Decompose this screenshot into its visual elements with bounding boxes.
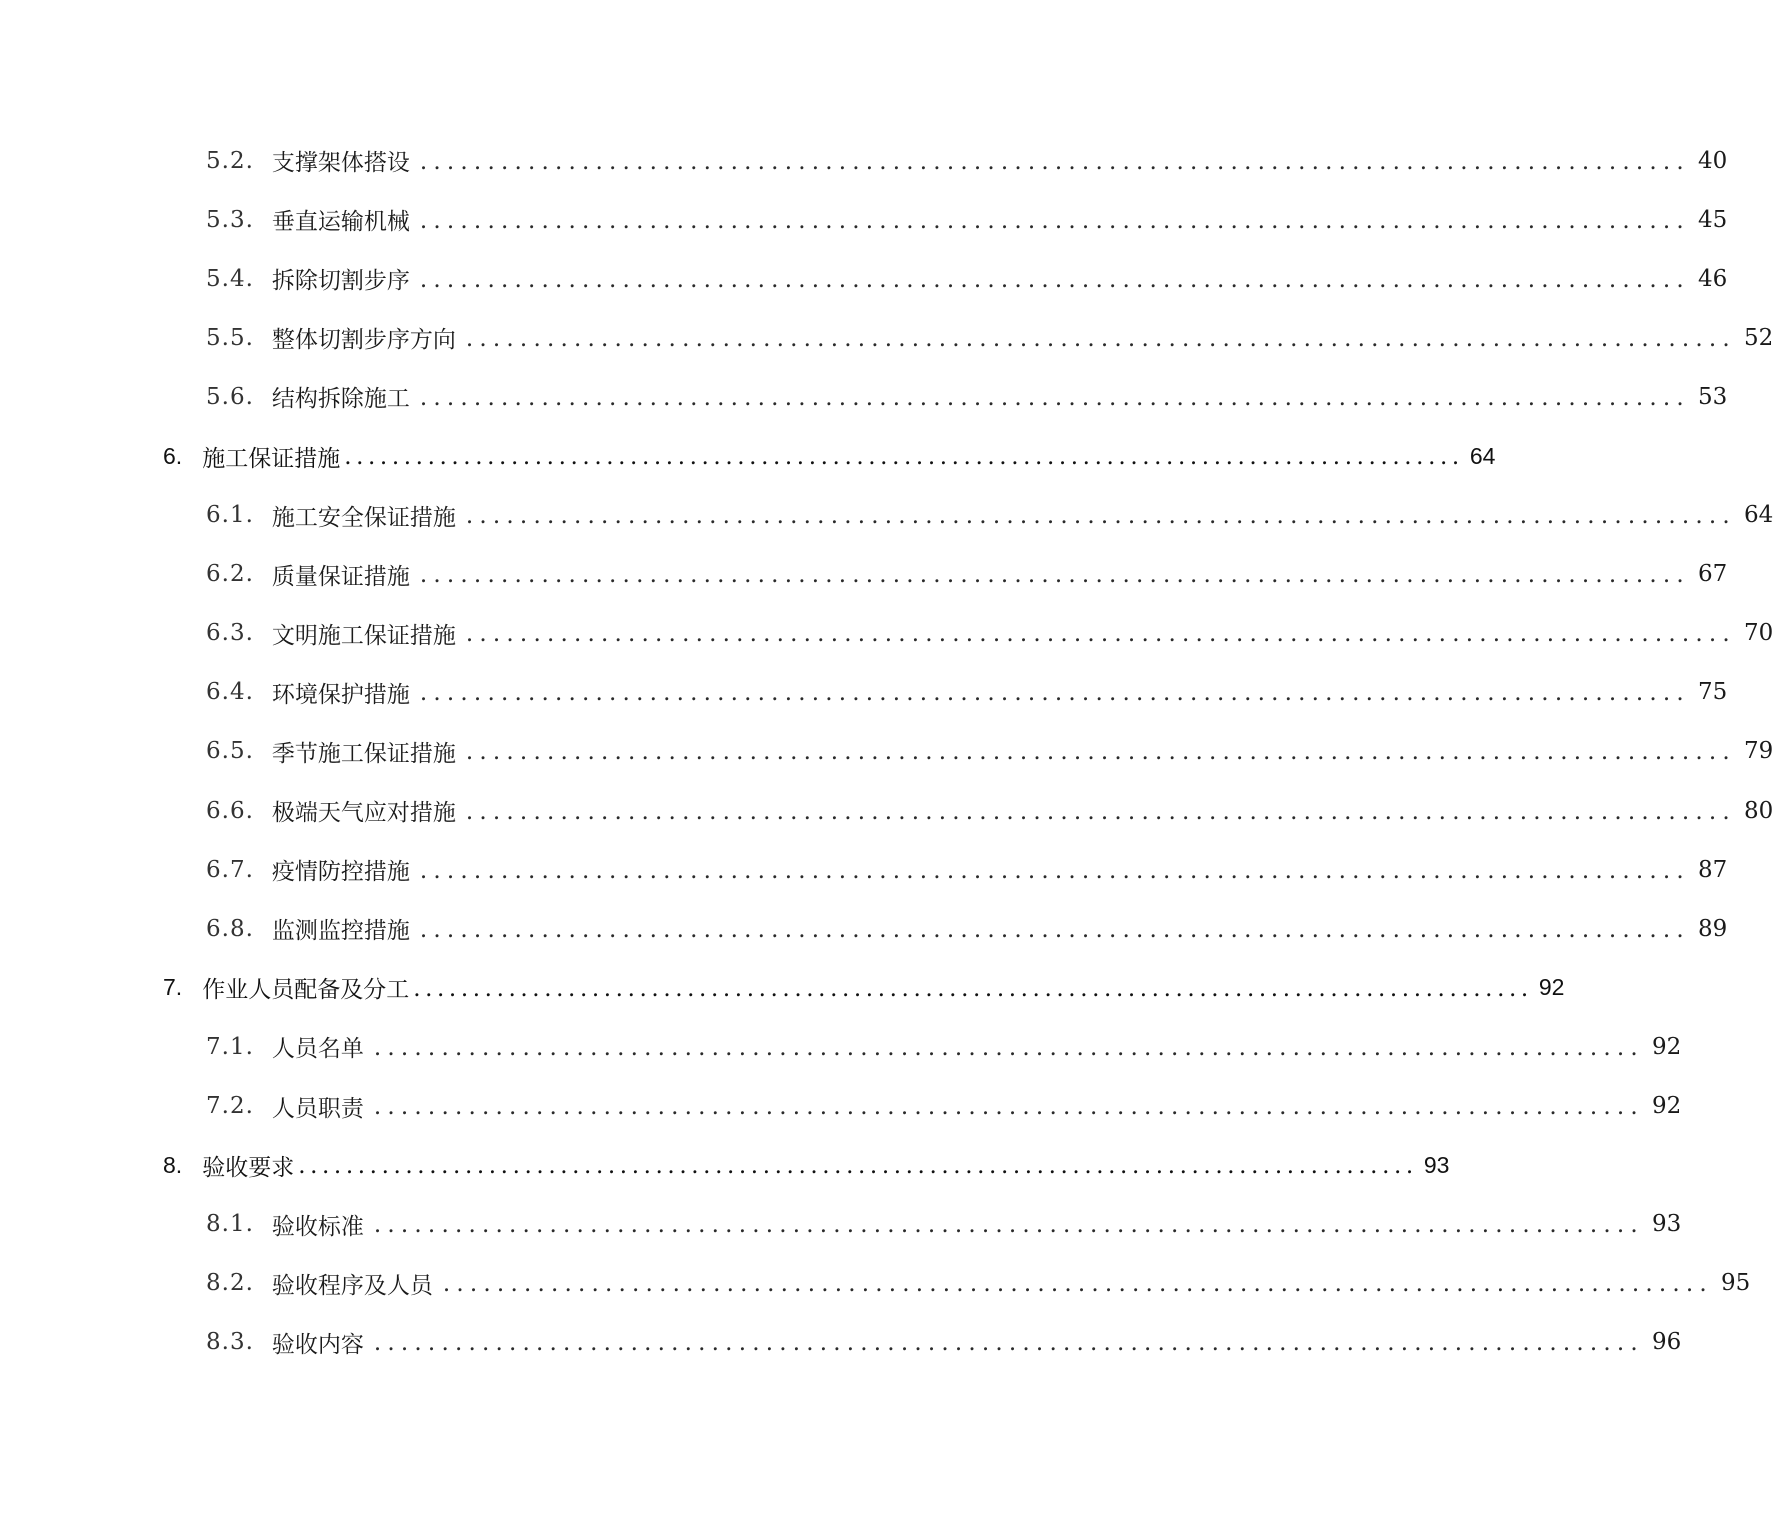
toc-page-number: 46 xyxy=(1697,265,1728,292)
toc-entry-title: 支撑架体搭设 xyxy=(271,150,410,177)
toc-entry-6-5[interactable] xyxy=(0,722,1773,781)
toc-entry-title: 质量保证措施 xyxy=(271,563,410,590)
toc-dot-leader: .............................................................................................. xyxy=(419,148,1690,175)
toc-page-number: 79 xyxy=(1743,738,1773,765)
toc-dot-leader: .............................................................................................. xyxy=(419,857,1690,884)
toc-entry-number: 6.3. xyxy=(206,620,254,647)
toc-page-number: 93 xyxy=(1651,1211,1682,1238)
toc-entry-6-7[interactable] xyxy=(0,840,1728,899)
toc-entry-title: 监测监控措施 xyxy=(271,918,410,945)
toc-page-number: 40 xyxy=(1697,147,1728,174)
toc-page-number: 95 xyxy=(1720,1270,1751,1297)
toc-dot-leader: .............................................................................................. xyxy=(419,680,1690,707)
toc-entry-8[interactable] xyxy=(0,1136,1450,1195)
toc-page-number: 92 xyxy=(1651,1033,1682,1060)
toc-page-number: 75 xyxy=(1697,679,1728,706)
toc-entry-8-3[interactable] xyxy=(0,1313,1682,1372)
toc-entry-7-1[interactable] xyxy=(0,1017,1682,1076)
toc-entry-title: 验收标准 xyxy=(271,1213,364,1240)
toc-entry-number: 7.2. xyxy=(206,1093,254,1120)
toc-dot-leader: .............................................................................................. xyxy=(442,1271,1713,1298)
toc-entry-title: 验收内容 xyxy=(271,1331,364,1358)
toc-dot-leader: .............................................................................................. xyxy=(465,739,1736,766)
toc-entry-number: 6.7. xyxy=(206,856,254,883)
toc-entry-title: 人员职责 xyxy=(271,1095,364,1122)
toc-entry-6[interactable] xyxy=(0,426,1496,485)
toc-dot-leader: .............................................................................................. xyxy=(373,1094,1644,1121)
toc-dot-leader: .............................................................................................. xyxy=(419,207,1690,234)
toc-entry-title: 施工保证措施 xyxy=(202,445,341,472)
toc-dot-leader: .............................................................................................. xyxy=(465,325,1736,352)
toc-entry-number: 5.4. xyxy=(206,265,254,292)
toc-entry-title: 作业人员配备及分工 xyxy=(202,977,410,1004)
toc-entry-6-3[interactable] xyxy=(0,604,1773,663)
toc-entry-number: 5.2. xyxy=(206,147,254,174)
toc-dot-leader: .............................................................................................. xyxy=(465,621,1736,648)
toc-page-number: 70 xyxy=(1743,620,1773,647)
toc-entry-number: 8.2. xyxy=(206,1270,254,1297)
toc-entry-number: 6.5. xyxy=(206,738,254,765)
toc-dot-leader: .............................................................................................. xyxy=(419,916,1690,943)
toc-page-number: 93 xyxy=(1423,1151,1450,1178)
toc-page-number: 87 xyxy=(1697,856,1728,883)
toc-entry-title: 季节施工保证措施 xyxy=(271,740,456,767)
toc-entry-title: 整体切割步序方向 xyxy=(271,327,456,354)
toc-entry-5-6[interactable] xyxy=(0,367,1728,426)
toc-page-number: 64 xyxy=(1743,502,1773,529)
toc-entry-title: 极端天气应对措施 xyxy=(271,800,456,827)
toc-entry-title: 验收要求 xyxy=(202,1154,295,1181)
toc-entry-number: 8.1. xyxy=(206,1211,254,1238)
toc-entry-number: 6.4. xyxy=(206,679,254,706)
toc-entry-number: 6.6. xyxy=(206,797,254,824)
toc-entry-7[interactable] xyxy=(0,958,1565,1017)
toc-entry-6-2[interactable] xyxy=(0,545,1728,604)
toc-page-number: 80 xyxy=(1743,797,1773,824)
toc-entry-title: 环境保护措施 xyxy=(271,681,410,708)
toc-dot-leader: .............................................................................................. xyxy=(419,562,1690,589)
toc-entry-8-1[interactable] xyxy=(0,1195,1682,1254)
toc-entry-number: 6.8. xyxy=(206,915,254,942)
toc-entry-6-8[interactable] xyxy=(0,899,1728,958)
toc-page-number: 89 xyxy=(1697,915,1728,942)
toc-entry-number: 5.3. xyxy=(206,206,254,233)
toc-page-number: 52 xyxy=(1743,324,1773,351)
toc-entry-title: 疫情防控措施 xyxy=(271,859,410,886)
toc-entry-number: 8.3. xyxy=(206,1329,254,1356)
toc-dot-leader: .............................................................................................. xyxy=(419,384,1690,411)
toc-entry-number: 7. xyxy=(163,974,183,1001)
toc-dot-leader: .............................................................................................. xyxy=(373,1034,1644,1061)
toc-entry-6-1[interactable] xyxy=(0,486,1773,545)
toc-entry-5-4[interactable] xyxy=(0,249,1728,308)
toc-dot-leader: .............................................................................................. xyxy=(413,975,1533,1002)
toc-entry-title: 结构拆除施工 xyxy=(271,386,410,413)
toc-page-number: 92 xyxy=(1651,1093,1682,1120)
toc-page-number: 96 xyxy=(1651,1329,1682,1356)
toc-entry-title: 拆除切割步序 xyxy=(271,268,410,295)
toc-entry-number: 6. xyxy=(163,442,183,469)
toc-dot-leader: .............................................................................................. xyxy=(344,444,1464,471)
toc-entry-title: 验收程序及人员 xyxy=(271,1272,433,1299)
toc-entry-6-6[interactable] xyxy=(0,781,1773,840)
toc-dot-leader: .............................................................................................. xyxy=(465,798,1736,825)
toc-dot-leader: .............................................................................................. xyxy=(373,1212,1644,1239)
toc-entry-number: 5.5. xyxy=(206,324,254,351)
toc-entry-number: 6.1. xyxy=(206,502,254,529)
toc-entry-title: 垂直运输机械 xyxy=(271,209,410,236)
toc-entry-title: 施工安全保证措施 xyxy=(271,504,456,531)
toc-entry-title: 文明施工保证措施 xyxy=(271,622,456,649)
toc-entry-5-5[interactable] xyxy=(0,308,1773,367)
toc-entry-number: 6.2. xyxy=(206,561,254,588)
toc-entry-5-3[interactable] xyxy=(0,190,1728,249)
toc-page-number: 67 xyxy=(1697,561,1728,588)
toc-page-number: 45 xyxy=(1697,206,1728,233)
toc-entry-number: 7.1. xyxy=(206,1033,254,1060)
toc-dot-leader: .............................................................................................. xyxy=(465,503,1736,530)
toc-entry-title: 人员名单 xyxy=(271,1036,364,1063)
toc-page-number: 64 xyxy=(1469,442,1496,469)
toc-entry-7-2[interactable] xyxy=(0,1077,1682,1136)
toc-page-number: 53 xyxy=(1697,383,1728,410)
toc-dot-leader: .............................................................................................. xyxy=(373,1330,1644,1357)
toc-dot-leader: .............................................................................................. xyxy=(298,1153,1418,1180)
toc-entry-5-2[interactable] xyxy=(0,131,1728,190)
toc-entry-6-4[interactable] xyxy=(0,663,1728,722)
table-of-contents xyxy=(0,131,1773,1372)
toc-dot-leader: .............................................................................................. xyxy=(419,266,1690,293)
toc-entry-number: 5.6. xyxy=(206,383,254,410)
toc-entry-number: 8. xyxy=(163,1151,183,1178)
toc-entry-8-2[interactable] xyxy=(0,1254,1751,1313)
toc-page-number: 92 xyxy=(1538,974,1565,1001)
